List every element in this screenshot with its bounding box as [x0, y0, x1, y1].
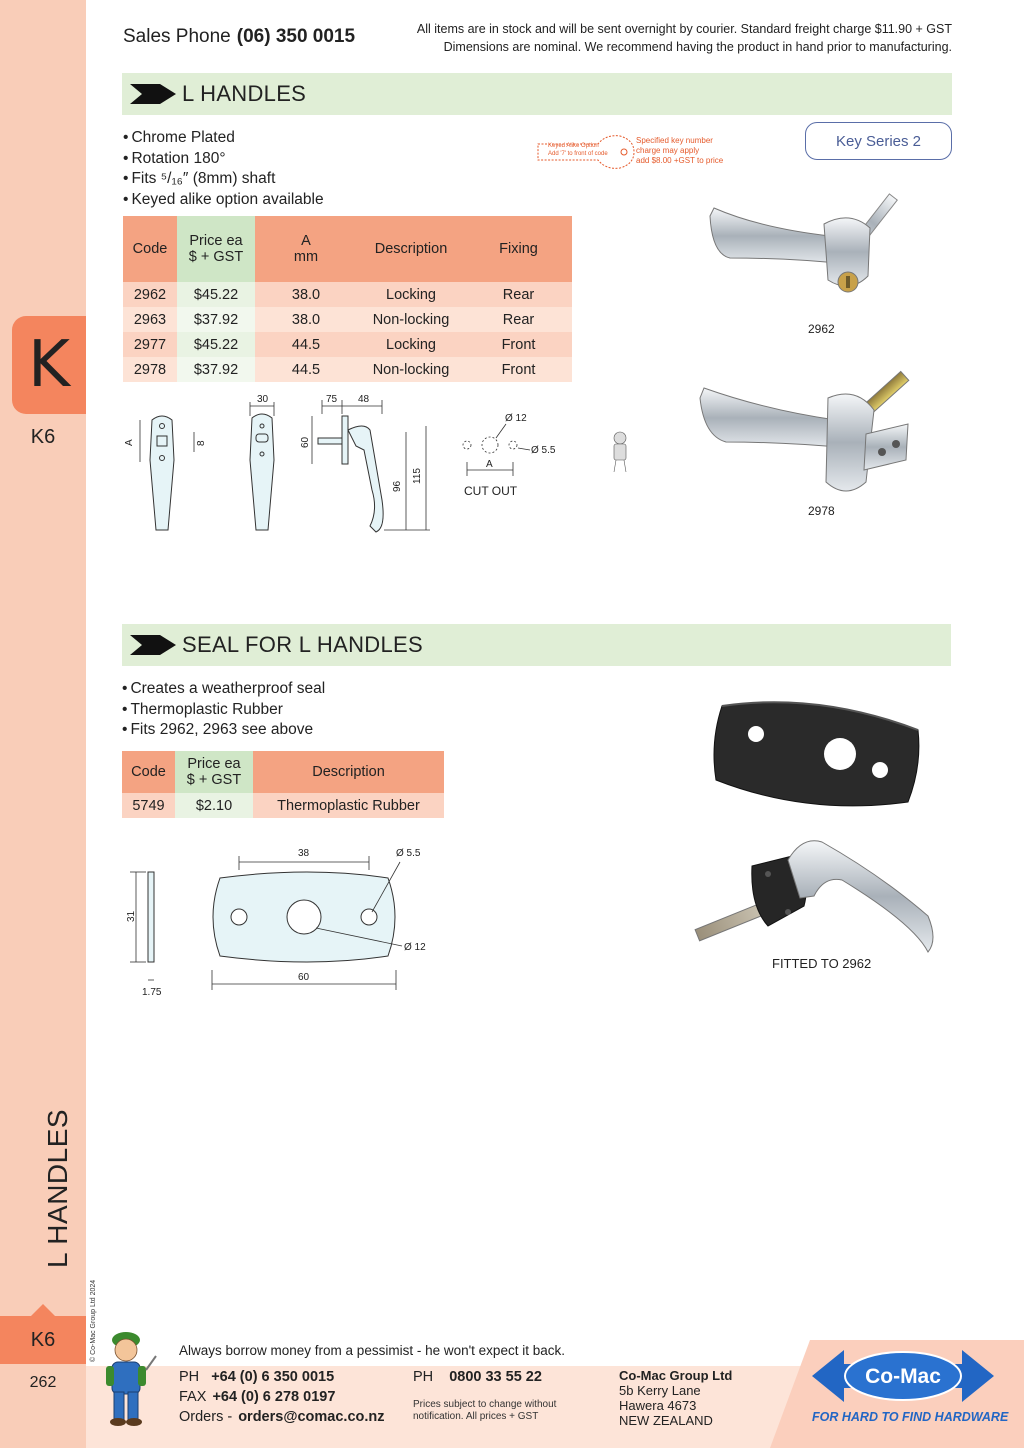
col-price [175, 751, 253, 793]
col-code: Code [123, 216, 177, 282]
dim-dia-55: Ø 5.5 [396, 848, 421, 859]
key-tag-line: Add '7' to front of code [548, 151, 608, 157]
dim-dia-12: Ø 12 [505, 413, 527, 424]
footer-quote: Always borrow money from a pessimist - he won't expect it back. [179, 1343, 565, 1358]
section-title: L HANDLES [182, 81, 307, 106]
arrow-icon [130, 635, 176, 655]
feature-item: • Thermoplastic Rubber [122, 700, 325, 721]
cell-fixing: Front [465, 332, 572, 357]
col-description: Description [357, 216, 465, 282]
section-letter: K [28, 328, 70, 402]
col-price [177, 216, 255, 282]
dim-60: 60 [298, 972, 310, 983]
header-note-line2: Dimensions are nominal. We recommend having the product in hand prior to manufacturing. [443, 40, 952, 54]
feature-item: • Rotation 180° [123, 149, 324, 170]
cell-fixing: Rear [465, 307, 572, 332]
col-price-line2: $ + GST [188, 249, 244, 265]
page-code: K6 [30, 426, 56, 448]
cell-description: Locking [357, 282, 465, 307]
dim-dia-55: Ø 5.5 [531, 445, 556, 456]
mascot-illustration [92, 1326, 158, 1428]
dim-96: 96 [392, 480, 403, 492]
dim-75: 75 [326, 394, 338, 405]
feature-item: • Creates a weatherproof seal [122, 679, 325, 700]
l-handles-table [123, 216, 572, 382]
footer-orders [179, 1407, 385, 1427]
dim-60: 60 [300, 436, 311, 448]
cell-a: 44.5 [255, 332, 357, 357]
price-note-line1: Prices subject to change without [413, 1399, 557, 1410]
col-code: Code [122, 751, 175, 793]
price-note-line2: notification. All prices + GST [413, 1411, 539, 1422]
key-tag-text [548, 142, 608, 158]
company-address [619, 1368, 732, 1428]
dim-38: 38 [298, 848, 310, 859]
table-row [123, 282, 572, 307]
cell-fixing: Front [465, 357, 572, 382]
arrow-icon [130, 84, 176, 104]
cut-out-label: CUT OUT [464, 484, 518, 498]
cell-price: $45.22 [177, 282, 255, 307]
cell-description: Locking [357, 332, 465, 357]
cell-code: 2977 [123, 332, 177, 357]
cell-price: $37.92 [177, 357, 255, 382]
dim-175: 1.75 [142, 987, 162, 998]
cell-price: $45.22 [177, 332, 255, 357]
ph2-number[interactable]: 0800 33 55 22 [449, 1369, 542, 1385]
cell-a: 38.0 [255, 282, 357, 307]
seal-feature-list [122, 679, 325, 741]
section-tab [12, 316, 86, 414]
feature-item: • Chrome Plated [123, 128, 324, 149]
key-tag-line: Keyed Alike Option [548, 143, 599, 149]
cell-fixing: Rear [465, 282, 572, 307]
col-fixing: Fixing [465, 216, 572, 282]
section-bar-l-handles [122, 73, 952, 115]
company-name: Co-Mac Group Ltd [619, 1368, 733, 1383]
footer-phone [179, 1367, 334, 1387]
col-price-line1: Price ea [187, 756, 241, 772]
table-row [123, 357, 572, 382]
cell-code: 5749 [122, 793, 175, 818]
fax-label: FAX [179, 1389, 207, 1405]
feature-item: • Fits ⁵/₁₆″ (8mm) shaft [123, 169, 324, 190]
dim-31: 31 [126, 910, 137, 922]
ph-label: PH [179, 1369, 200, 1385]
table-row [123, 332, 572, 357]
col-a-line1: A [301, 233, 311, 249]
logo-tagline: FOR HARD TO FIND HARDWARE [812, 1410, 1009, 1424]
l-handle-2978-image [696, 364, 946, 500]
fitted-image [692, 836, 942, 960]
l-handle-2962-image [700, 184, 940, 318]
dim-48: 48 [358, 394, 370, 405]
col-a [255, 216, 357, 282]
orders-email[interactable]: orders@comac.co.nz [238, 1409, 385, 1425]
feature-item: • Fits 2962, 2963 see above [122, 720, 325, 741]
seal-image [708, 696, 928, 812]
col-description: Description [253, 751, 444, 793]
cell-code: 2963 [123, 307, 177, 332]
key-note-line: Specified key number [636, 136, 713, 145]
address-line: NEW ZEALAND [619, 1413, 713, 1428]
ph-number[interactable]: +64 (0) 6 350 0015 [211, 1369, 335, 1385]
section-bar-seal [122, 624, 951, 666]
dim-dia-12: Ø 12 [404, 942, 426, 953]
fax-number: +64 (0) 6 278 0197 [212, 1389, 336, 1405]
comac-logo [808, 1342, 998, 1414]
cell-description: Thermoplastic Rubber [253, 793, 444, 818]
cell-a: 38.0 [255, 307, 357, 332]
footer-freephone [413, 1367, 542, 1387]
fitted-caption: FITTED TO 2962 [772, 956, 872, 971]
seal-technical-drawing [120, 840, 440, 1000]
feature-list [123, 128, 324, 210]
cell-description: Non-locking [357, 357, 465, 382]
logo-text: Co-Mac [865, 1365, 941, 1388]
col-price-line1: Price ea [189, 233, 243, 249]
key-note [636, 136, 723, 166]
key-note-line: add $8.00 +GST to price [636, 156, 724, 165]
dim-cut-a: A [486, 459, 493, 470]
bottom-code-label: K6 [30, 1328, 56, 1351]
vertical-title: L HANDLES [42, 1108, 73, 1268]
ph2-label: PH [413, 1369, 434, 1385]
key-series-button[interactable]: Key Series 2 [805, 122, 952, 160]
orders-label: Orders - [179, 1409, 233, 1425]
image-caption-2962: 2962 [808, 322, 835, 336]
col-a-line2: mm [293, 249, 319, 265]
table-row [123, 307, 572, 332]
address-line: 5b Kerry Lane [619, 1383, 701, 1398]
footer-fax [179, 1387, 335, 1407]
cell-a: 44.5 [255, 357, 357, 382]
cell-price: $37.92 [177, 307, 255, 332]
sales-label: Sales Phone [123, 26, 231, 47]
footer-price-note [413, 1399, 556, 1423]
sales-number[interactable]: (06) 350 0015 [236, 26, 356, 47]
key-note-line: charge may apply [636, 146, 700, 155]
address-line: Hawera 4673 [619, 1398, 697, 1413]
col-price-line2: $ + GST [186, 772, 242, 788]
seal-table [122, 751, 444, 818]
cell-price: $2.10 [175, 793, 253, 818]
header-note-line1: All items are in stock and will be sent overnight by courier. Standard freight charge $11.90 + GST [416, 22, 952, 36]
copyright: © Co-Mac Group Ltd 2024 [90, 1279, 97, 1362]
bottom-page-code [0, 1316, 86, 1364]
section-title: SEAL FOR L HANDLES [182, 632, 423, 657]
cell-description: Non-locking [357, 307, 465, 332]
feature-item: • Keyed alike option available [123, 190, 324, 211]
dim-30: 30 [257, 394, 269, 405]
l-handle-technical-drawing [120, 390, 640, 540]
page-number: 262 [29, 1374, 57, 1391]
table-row [122, 793, 444, 818]
dim-a: A [124, 439, 135, 446]
sales-phone [123, 26, 355, 48]
image-caption-2978: 2978 [808, 504, 835, 518]
cell-code: 2978 [123, 357, 177, 382]
cell-code: 2962 [123, 282, 177, 307]
dim-115: 115 [412, 468, 423, 484]
header-note [417, 20, 952, 56]
dim-8: 8 [196, 440, 207, 446]
